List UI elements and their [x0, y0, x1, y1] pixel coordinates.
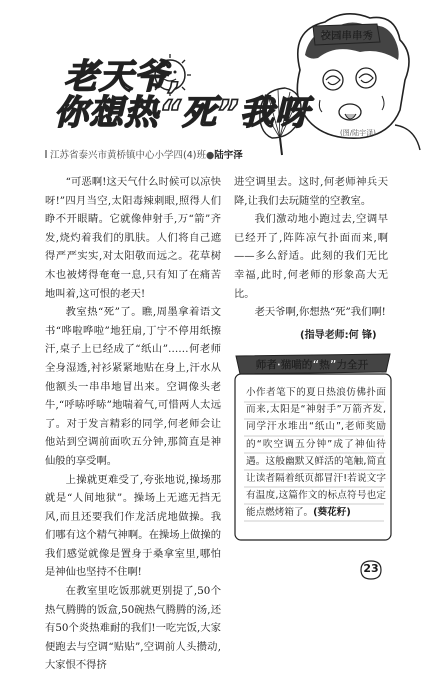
column-tag: 校园串串秀 — [320, 31, 374, 42]
article-left-column — [45, 173, 221, 675]
title-line-1: 老天爷, — [64, 57, 183, 97]
article-paragraph: 进空调里去。这时,何老师神兵天降,让我们去玩随堂的空教室。 — [234, 176, 388, 207]
article-paragraph: 在教室里吃饭那就更别提了,50个热气腾腾的饭盒,50碗热气腾腾的汤,还有50个炎热难耐的我们!一吃完饭,大家便跑去与空调“贴贴”,空调前人头攒动,大家恨不得挤 — [45, 585, 221, 672]
page-title — [54, 57, 310, 133]
illustration-credit: (图/陆宇泽) — [340, 129, 376, 137]
byline-school: 江苏省泰兴市黄桥镇中心小学四(4)班 — [50, 150, 206, 161]
article-paragraph: 上操就更难受了,夸张地说,操场那就是“人间地狱”。操场上无遮无挡无风,而且还要我们作龙活虎地做操。我们哪有这个精气神啊。在操场上做操的我们感觉就像是置身于桑拿室里,哪怕是神仙也坚持不住啊! — [45, 473, 221, 579]
byline-author: 陆宇泽 — [214, 150, 243, 161]
byline — [50, 147, 243, 161]
article-paragraph: “可恶啊!这天气什么时候可以凉快呀!”四月当空,太阳毒辣刺眼,照得人们睁不开眼睛。它就像伸射手,万“箭”齐发,烧灼着我们的肌肤。人们将自己遮得严严实实,对太阳敬而远之。花草树木也被烤得奄奄一息,只有知了在痛苦地叫着,这可恨的老天! — [45, 176, 221, 300]
article-right-column — [234, 173, 388, 322]
article-paragraph: 教室热“死”了。瞧,周墨拿着语文书“哗啦哗啦”地狂扇,丁宁不停用纸擦汗,桌子上已经成了“纸山”……何老师全身湿透,衬衫紧紧地贴在身上,汗水从他额头一串串地冒出来。空调像头老牛,“呼哧呼哧”地喘着气,可惜两人太远了。对于发言精彩的同学,何老师会让他站到空调前面吹五分钟,那简直是神仙般的享受啊。 — [45, 306, 221, 467]
bullet-icon: ● — [205, 150, 215, 161]
title-line-2: 你想热“死”我呀 — [54, 93, 310, 133]
page-number: 23 — [363, 562, 379, 575]
commentary-signer: (葵花籽) — [313, 507, 351, 519]
teacher-credit: (指导老师:何 锋) — [300, 330, 377, 341]
article-paragraph: 我们激动地小跑过去,空调早已经开了,阵阵凉气扑面而来,啊——多么舒适。此刻的我们无比幸福,此时,何老师的形象高大无比。 — [234, 213, 388, 300]
article-paragraph: 老天爷啊,你想热“死”我们啊! — [254, 306, 386, 319]
commentary-title: 师者·猫喵的“热”力全开 — [255, 359, 369, 371]
commentary-body — [246, 384, 386, 522]
commentary-text: 小作者笔下的夏日热浪仿佛扑面而来,太阳是“神射手”万箭齐发,同学汗水堆出“纸山”,老师奖励的“吹空调五分钟”成了神仙待遇。这般幽默又鲜活的笔触,简直让读者隔着纸页都冒汗!若说文字有温度,这篇作文的标点符号也定能点燃烤箱了。 — [246, 387, 386, 519]
